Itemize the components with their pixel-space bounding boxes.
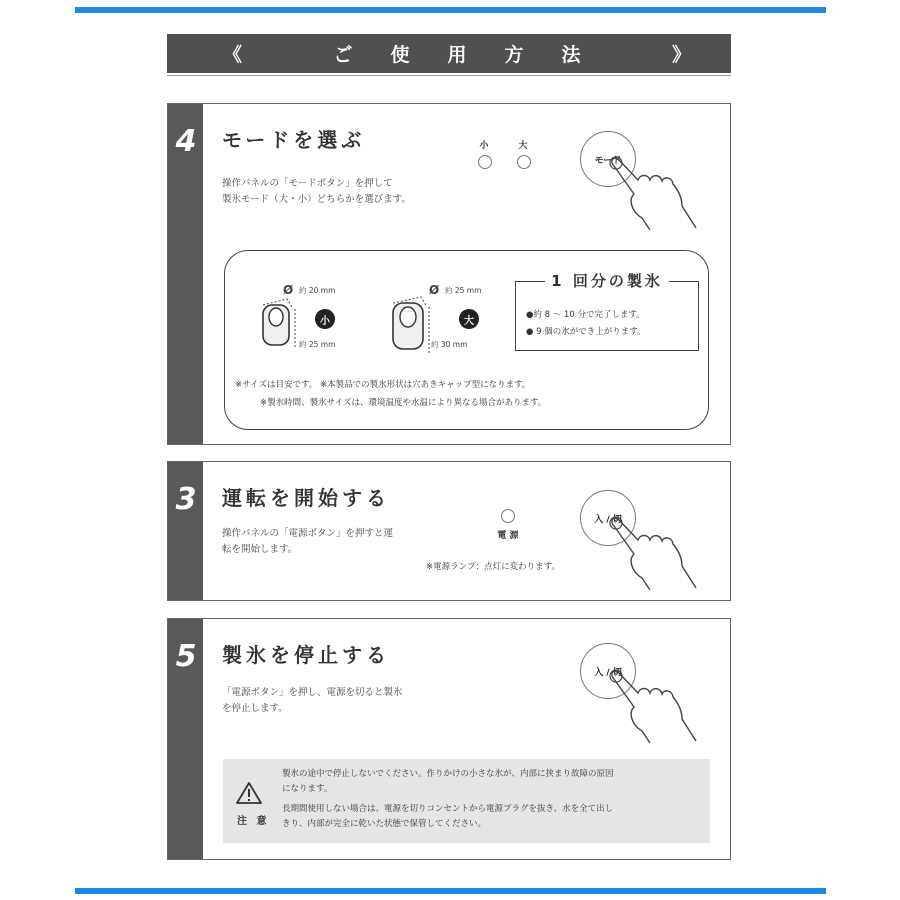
- lamp-small-indicator: [478, 155, 492, 169]
- time-note: ※製氷時間、製氷サイズは、環境温度や水温により異なる場合があります。: [260, 398, 547, 408]
- bottom-accent-bar: [75, 888, 826, 894]
- ice-size-info-box: [224, 250, 709, 430]
- step-description-line: 転を開始します。: [222, 544, 298, 555]
- batch-line: ●約 8 ～ 10 分で完了します。: [526, 310, 645, 320]
- large-height-label: 約 30 mm: [431, 340, 468, 349]
- step-5-section: [167, 618, 731, 860]
- header-bracket-left: 《: [223, 44, 243, 66]
- power-button-label: 入 / 切: [594, 667, 622, 678]
- warning-triangle-icon: [235, 781, 263, 805]
- hand-press-icon: [608, 516, 698, 592]
- mode-button-label: モード: [594, 155, 622, 166]
- header-char: 方: [504, 44, 524, 66]
- batch-line: ● 9 個の氷ができ上がります。: [526, 327, 646, 337]
- step-number: 3: [175, 482, 197, 517]
- power-lamp-label: 電 源: [497, 531, 519, 541]
- step-description-line: 操作パネルの「モードボタン」を押して: [222, 178, 393, 189]
- header-char: 使: [390, 44, 410, 66]
- header-title: [333, 40, 580, 67]
- step-description-line: 操作パネルの「電源ボタン」を押すと運: [222, 528, 394, 539]
- caution-text-line: 製氷の途中で停止しないでください。作りかけの小さな氷が、内部に挟まり故障の原因: [282, 769, 614, 779]
- caution-label: 注 意: [237, 816, 270, 827]
- size-note: ※サイズは目安です。 ※本製品での製氷形状は穴あきキャップ型になります。: [235, 380, 531, 390]
- diameter-symbol: Ø: [429, 283, 440, 297]
- large-size-badge: 大: [459, 309, 479, 329]
- header-char: 用: [447, 44, 467, 66]
- small-diameter-label: 約 20 mm: [299, 286, 336, 295]
- header-char: 法: [561, 44, 581, 66]
- caution-text-line: になります。: [282, 784, 333, 794]
- power-button-label: 入 / 切: [594, 514, 622, 525]
- hand-press-icon: [608, 156, 698, 232]
- step-side-bar: [168, 619, 203, 859]
- step-description-line: 「電源ボタン」を押し、電源を切ると製氷: [222, 687, 403, 698]
- step-side-bar: [168, 462, 203, 600]
- large-diameter-label: 約 25 mm: [445, 286, 482, 295]
- step-description-line: を停止します。: [222, 703, 288, 714]
- small-ice-cube-icon: [257, 295, 305, 351]
- step-description-line: 製氷モード（大・小）どちらかを選びます。: [222, 194, 411, 205]
- batch-info-box: [515, 272, 699, 351]
- lamp-large-indicator: [517, 155, 531, 169]
- small-height-label: 約 25 mm: [299, 340, 336, 349]
- step-title: モードを選ぶ: [222, 128, 366, 152]
- diameter-symbol: Ø: [283, 283, 294, 297]
- usage-header: [167, 34, 731, 73]
- step-side-bar: [168, 104, 203, 444]
- hand-press-icon: [608, 669, 698, 745]
- power-lamp-note: ※電源ランプ：点灯に変わります。: [426, 562, 560, 572]
- top-accent-bar: [75, 7, 826, 13]
- step-number: 4: [175, 124, 197, 159]
- caution-text-line: きり、内部が完全に乾いた状態で保管してください。: [282, 819, 487, 829]
- step-number: 5: [175, 639, 197, 674]
- small-size-badge: 小: [315, 309, 335, 329]
- lamp-large-label: 大: [518, 141, 528, 151]
- caution-box: [223, 759, 710, 843]
- step-4-section: [167, 103, 731, 445]
- lamp-small-label: 小: [479, 141, 489, 151]
- caution-text-line: 長期間使用しない場合は、電源を切りコンセントから電源プラグを抜き、水を全て出し: [282, 804, 614, 814]
- batch-title: 1 回分の製氷: [516, 270, 698, 291]
- header-char: ご: [333, 44, 353, 66]
- header-underline: [167, 75, 731, 76]
- header-bracket-right: 》: [671, 44, 691, 66]
- step-title: 製氷を停止する: [222, 643, 390, 667]
- power-lamp-indicator: [501, 509, 515, 523]
- step-title: 運転を開始する: [222, 486, 390, 510]
- step-3-section: [167, 461, 731, 601]
